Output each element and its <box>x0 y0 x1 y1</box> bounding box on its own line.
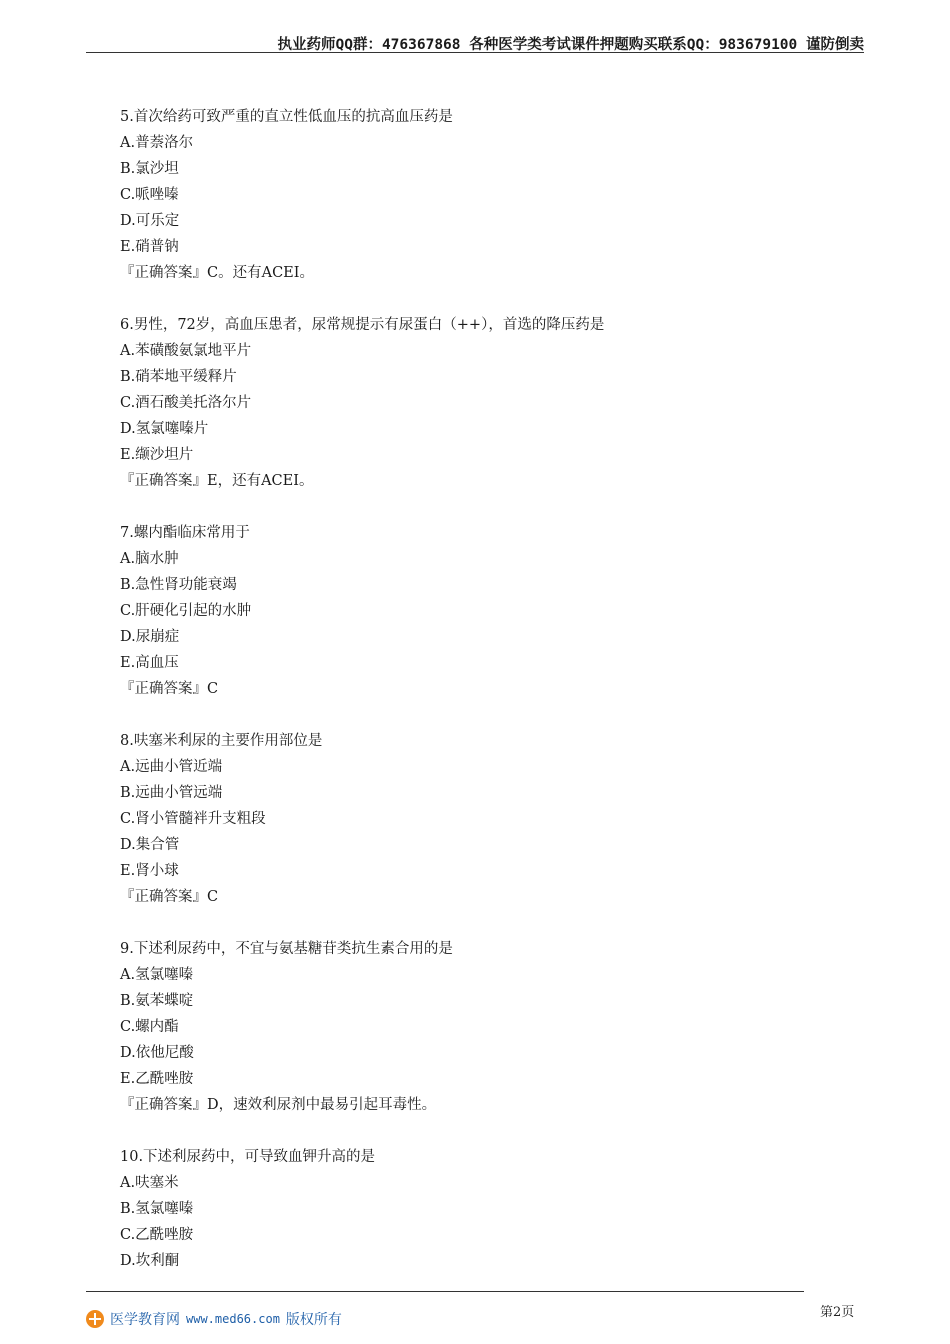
option-b: B.氢氯噻嗪 <box>120 1201 194 1217</box>
option-b: B.远曲小管远端 <box>120 785 223 801</box>
option-a: A.呋塞米 <box>120 1175 179 1191</box>
option-b: B.氯沙坦 <box>120 161 179 177</box>
option-b: B.氨苯蝶啶 <box>120 993 194 1009</box>
question-9 <box>120 936 840 1118</box>
question-5 <box>120 104 840 286</box>
option-d: D.尿崩症 <box>120 629 180 645</box>
option-e: E.缬沙坦片 <box>120 447 194 463</box>
correct-answer: 『正确答案』C <box>120 681 219 697</box>
option-a: A.苯磺酸氨氯地平片 <box>120 343 252 359</box>
question-stem: 5.首次给药可致严重的直立性低血压的抗高血压药是 <box>120 109 453 125</box>
option-c: C.哌唑嗪 <box>120 187 179 203</box>
option-a: A.远曲小管近端 <box>120 759 223 775</box>
question-list <box>120 104 840 1300</box>
option-c: C.螺内酯 <box>120 1019 179 1035</box>
option-d: D.坎利酮 <box>120 1253 180 1269</box>
option-c: C.肝硬化引起的水肿 <box>120 603 252 619</box>
question-stem: 9.下述利尿药中，不宜与氨基糖苷类抗生素合用的是 <box>120 941 453 957</box>
option-e: E.高血压 <box>120 655 179 671</box>
medical-cross-icon <box>86 1310 104 1328</box>
correct-answer: 『正确答案』C <box>120 889 219 905</box>
option-c: C.酒石酸美托洛尔片 <box>120 395 252 411</box>
page-header: 执业药师QQ群：476367868 各种医学类考试课件押题购买联系QQ：983679100 谨防倒卖 <box>277 37 864 53</box>
option-b: B.急性肾功能衰竭 <box>120 577 237 593</box>
question-stem: 6.男性，72岁，高血压患者，尿常规提示有尿蛋白（++），首选的降压药是 <box>120 317 605 333</box>
footer-logo[interactable] <box>86 1308 342 1330</box>
correct-answer: 『正确答案』C。还有ACEI。 <box>120 265 314 281</box>
copyright-text: 版权所有 <box>285 1312 342 1328</box>
option-d: D.可乐定 <box>120 213 180 229</box>
option-a: A.氢氯噻嗪 <box>120 967 194 983</box>
option-a: A.脑水肿 <box>120 551 179 567</box>
question-6 <box>120 312 840 494</box>
logo-text: 医学教育网 <box>110 1312 180 1328</box>
question-10 <box>120 1144 840 1274</box>
correct-answer: 『正确答案』E，还有ACEI。 <box>120 473 314 489</box>
question-7 <box>120 520 840 702</box>
option-c: C.肾小管髓袢升支粗段 <box>120 811 266 827</box>
option-a: A.普萘洛尔 <box>120 135 194 151</box>
question-stem: 8.呋塞米利尿的主要作用部位是 <box>120 733 323 749</box>
question-stem: 7.螺内酯临床常用于 <box>120 525 250 541</box>
option-d: D.依他尼酸 <box>120 1045 194 1061</box>
option-e: E.肾小球 <box>120 863 179 879</box>
correct-answer: 『正确答案』D，速效利尿剂中最易引起耳毒性。 <box>120 1097 437 1113</box>
option-d: D.氢氯噻嗪片 <box>120 421 209 437</box>
option-e: E.硝普钠 <box>120 239 179 255</box>
header-divider <box>86 52 864 53</box>
page-number: 第2页 <box>820 1305 855 1320</box>
option-e: E.乙酰唑胺 <box>120 1071 194 1087</box>
question-stem: 10.下述利尿药中，可导致血钾升高的是 <box>120 1149 376 1165</box>
option-c: C.乙酰唑胺 <box>120 1227 194 1243</box>
option-d: D.集合管 <box>120 837 180 853</box>
question-8 <box>120 728 840 910</box>
logo-url[interactable]: www.med66.com <box>186 1312 280 1326</box>
option-b: B.硝苯地平缓释片 <box>120 369 237 385</box>
footer-divider <box>86 1291 804 1292</box>
